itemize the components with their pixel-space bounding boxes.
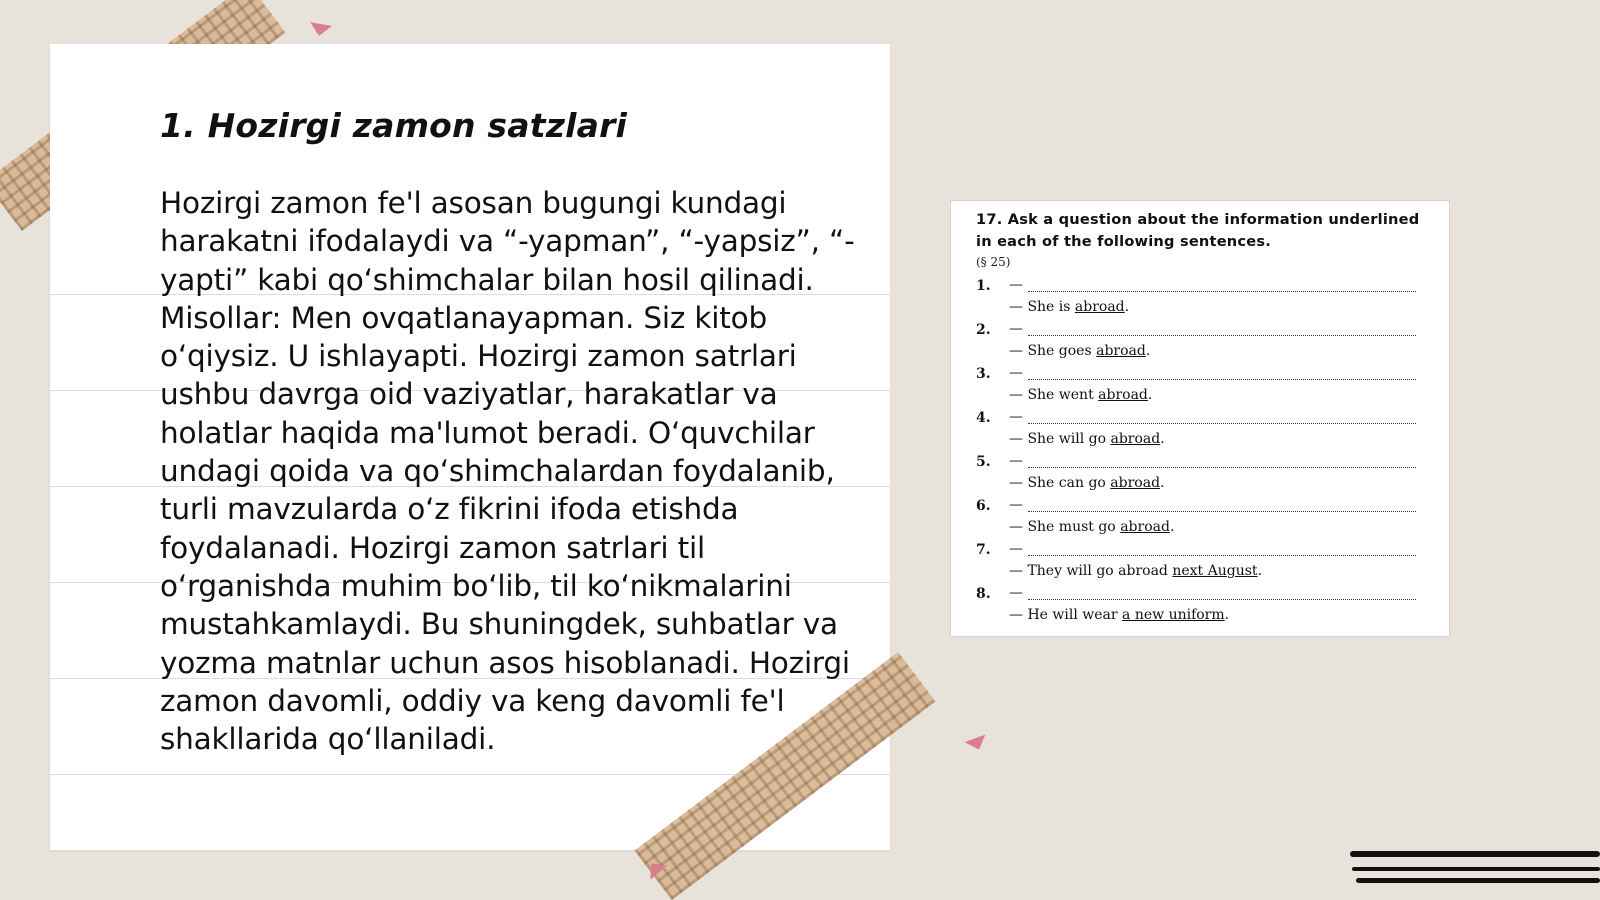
answer-sentence <box>1009 299 1129 315</box>
answer-text: — She goes <box>1009 343 1097 359</box>
exercise-item <box>976 542 1424 586</box>
question-dash: — <box>1009 277 1023 293</box>
answer-sentence <box>1009 431 1165 447</box>
underlined-information: a new uniform <box>1122 607 1225 623</box>
answer-punctuation: . <box>1257 563 1263 579</box>
exercise-item <box>976 498 1424 542</box>
question-dash: — <box>1009 585 1023 601</box>
body-paragraph: Hozirgi zamon fe'l asosan bugungi kundagi harakatni ifodalaydi va “-yapman”, “-yapsiz”, “-yapti” kabi qo‘shimchalar bilan hosil qilinadi. Misollar: Men ovqatlanayapman. Siz kitob o‘qiysiz. U ishlayapti. Hozirgi zamon satrlari ushbu davrga oid vaziyatlar, harakatlar va holatlar haqida ma'lumot beradi. O‘quvchilar undagi qoida va qo‘shimchalardan foydalanib, turli mavzularda o‘z fikrini ifoda etishda foydalanadi. Hozirgi zamon satrlari til o‘rganishda muhim bo‘lib, til ko‘nikmalarini mustahkamlaydi. Bu shuningdek, suhbatlar va yozma matnlar uchun asos hisoblanadi. Hozirgi zamon davomli, oddiy va keng davomli fe'l shakllarida qo‘llaniladi. <box>160 186 855 757</box>
item-number: 6. <box>976 498 991 514</box>
answer-sentence <box>1009 475 1165 491</box>
underlined-information: abroad <box>1110 475 1161 491</box>
answer-punctuation: . <box>1124 299 1130 315</box>
item-number: 8. <box>976 586 991 602</box>
answer-blank-line <box>1028 555 1416 556</box>
answer-sentence <box>1009 519 1174 535</box>
exercise-list <box>976 278 1424 630</box>
answer-sentence <box>1009 563 1262 579</box>
pin-icon <box>308 22 332 38</box>
answer-blank-line <box>1028 467 1416 468</box>
question-dash: — <box>1009 365 1023 381</box>
answer-blank-line <box>1028 511 1416 512</box>
answer-blank-line <box>1028 599 1416 600</box>
decorative-stroke <box>1356 878 1600 883</box>
question-dash: — <box>1009 409 1023 425</box>
answer-text: — She must go <box>1009 519 1121 535</box>
underlined-information: abroad <box>1110 431 1161 447</box>
question-dash: — <box>1009 541 1023 557</box>
exercise-item <box>976 366 1424 410</box>
exercise-item <box>976 410 1424 454</box>
answer-text: — He will wear <box>1009 607 1123 623</box>
question-dash: — <box>1009 321 1023 337</box>
exercise-image <box>950 200 1450 637</box>
underlined-information: abroad <box>1098 387 1148 403</box>
notebook-paper-card <box>50 44 890 850</box>
underlined-information: next August <box>1172 563 1258 579</box>
answer-sentence <box>1009 343 1150 359</box>
answer-sentence <box>1009 387 1152 403</box>
answer-text: — She can go <box>1009 475 1111 491</box>
item-number: 5. <box>976 454 991 470</box>
answer-text: — She went <box>1009 387 1099 403</box>
answer-punctuation: . <box>1169 519 1175 535</box>
answer-punctuation: . <box>1147 387 1153 403</box>
answer-punctuation: . <box>1160 431 1165 447</box>
question-dash: — <box>1009 497 1023 513</box>
answer-text: — She will go <box>1009 431 1111 447</box>
exercise-item <box>976 586 1424 630</box>
item-number: 1. <box>976 278 991 294</box>
item-number: 4. <box>976 410 991 426</box>
item-number: 3. <box>976 366 991 382</box>
answer-blank-line <box>1028 291 1416 292</box>
underlined-information: abroad <box>1074 299 1125 315</box>
exercise-heading: 17. Ask a question about the information underlined in each of the following sentences. <box>976 211 1420 250</box>
underlined-information: abroad <box>1120 519 1170 535</box>
slide-title: 1. Hozirgi zamon satzlari <box>160 106 628 145</box>
pin-icon <box>965 735 990 754</box>
item-number: 7. <box>976 542 991 558</box>
exercise-item <box>976 278 1424 322</box>
exercise-item <box>976 454 1424 498</box>
decorative-stroke <box>1352 867 1600 871</box>
question-dash: — <box>1009 453 1023 469</box>
answer-blank-line <box>1028 423 1416 424</box>
answer-blank-line <box>1028 335 1416 336</box>
answer-sentence <box>1009 607 1229 623</box>
underlined-information: abroad <box>1096 343 1146 359</box>
answer-text: — She is <box>1009 299 1075 315</box>
answer-text: — They will go abroad <box>1009 563 1173 579</box>
answer-punctuation: . <box>1145 343 1151 359</box>
exercise-reference: (§ 25) <box>976 255 1011 269</box>
decorative-stroke <box>1350 851 1600 857</box>
answer-punctuation: . <box>1224 607 1230 623</box>
item-number: 2. <box>976 322 991 338</box>
answer-blank-line <box>1028 379 1416 380</box>
answer-punctuation: . <box>1160 475 1165 491</box>
exercise-item <box>976 322 1424 366</box>
